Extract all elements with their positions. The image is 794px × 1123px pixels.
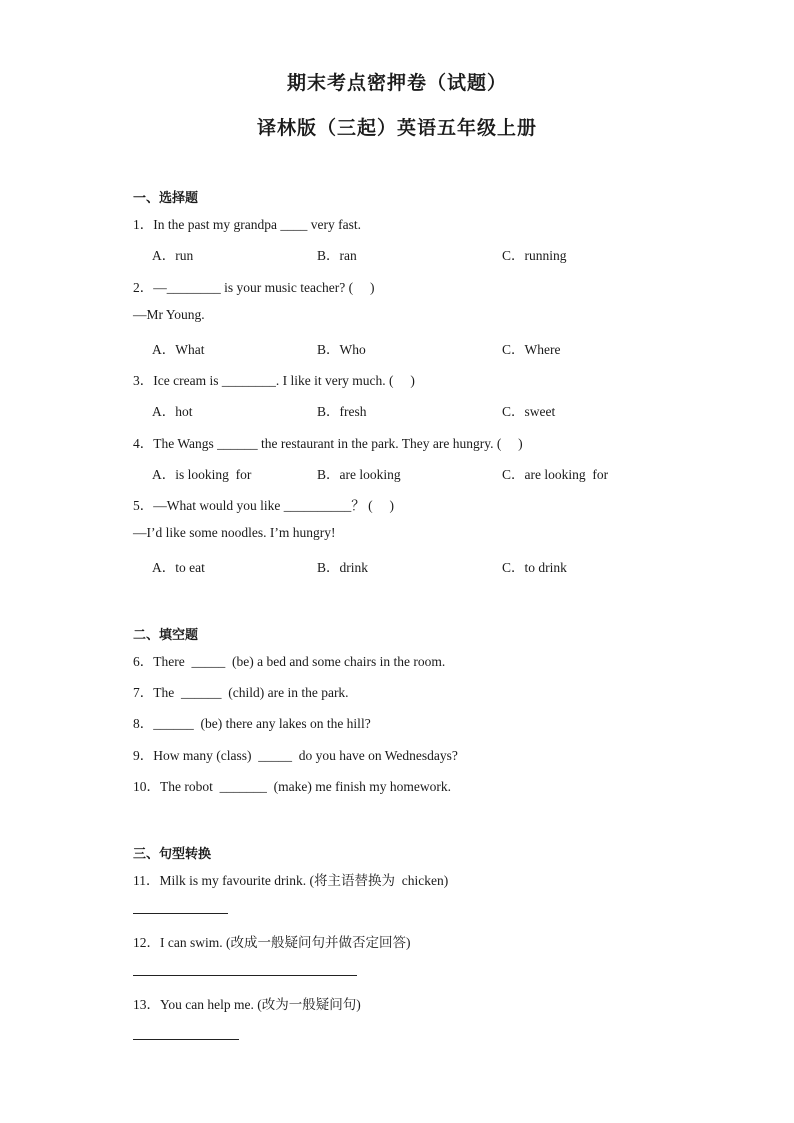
question-3-option-a: A．hot (152, 404, 193, 419)
question-4-option-c: C．are looking for (502, 467, 609, 482)
question-9: 9．How many (class) _____ do you have on Wednesdays? (133, 748, 458, 763)
question-1-option-c: C．running (502, 248, 567, 263)
question-5-option-c: C．to drink (502, 560, 567, 575)
question-3-stem: 3．Ice cream is ________. I like it very much. ( ) (133, 373, 415, 388)
question-8: 8．______ (be) there any lakes on the hill? (133, 716, 371, 731)
question-2-stem: 2．—________ is your music teacher? ( ) (133, 280, 375, 295)
page-title: 期末考点密押卷（试题） (286, 72, 507, 94)
question-4-option-a: A．is looking for (152, 467, 252, 482)
question-4-stem: 4．The Wangs ______ the restaurant in the park. They are hungry. ( ) (133, 436, 523, 451)
answer-line-11 (133, 913, 228, 914)
question-4-option-b: B．are looking (317, 467, 401, 482)
answer-line-12 (133, 975, 357, 976)
question-2-option-c: C．Where (502, 342, 561, 357)
question-2-reply: —Mr Young. (133, 307, 205, 322)
question-3-option-c: C．sweet (502, 404, 556, 419)
answer-line-13 (133, 1039, 239, 1040)
question-5-reply: —I’d like some noodles. I’m hungry! (133, 525, 336, 540)
question-3-option-b: B．fresh (317, 404, 367, 419)
question-1-stem: 1．In the past my grandpa ____ very fast. (133, 217, 361, 232)
section-heading-transform: 三、句型转换 (133, 847, 212, 862)
question-11: 11．Milk is my favourite drink. (将主语替换为 chicken) (133, 873, 449, 888)
page-subtitle: 译林版（三起）英语五年级上册 (256, 117, 537, 139)
section-heading-fill-in: 二、填空题 (133, 628, 199, 643)
question-5-option-b: B．drink (317, 560, 369, 575)
question-12: 12．I can swim. (改成一般疑问句并做否定回答) (133, 935, 411, 950)
question-5-stem: 5．—What would you like __________？ ( ) (133, 498, 394, 513)
question-5-option-a: A．to eat (152, 560, 205, 575)
question-2-option-a: A．What (152, 342, 205, 357)
question-2-option-b: B．Who (317, 342, 366, 357)
question-13: 13．You can help me. (改为一般疑问句) (133, 997, 361, 1012)
question-1-option-a: A．run (152, 248, 194, 263)
question-7: 7．The ______ (child) are in the park. (133, 685, 349, 700)
question-1-option-b: B．ran (317, 248, 357, 263)
question-6: 6．There _____ (be) a bed and some chairs in the room. (133, 654, 446, 669)
question-10: 10．The robot _______ (make) me finish my homework. (133, 779, 451, 794)
section-heading-choice: 一、选择题 (133, 191, 199, 206)
